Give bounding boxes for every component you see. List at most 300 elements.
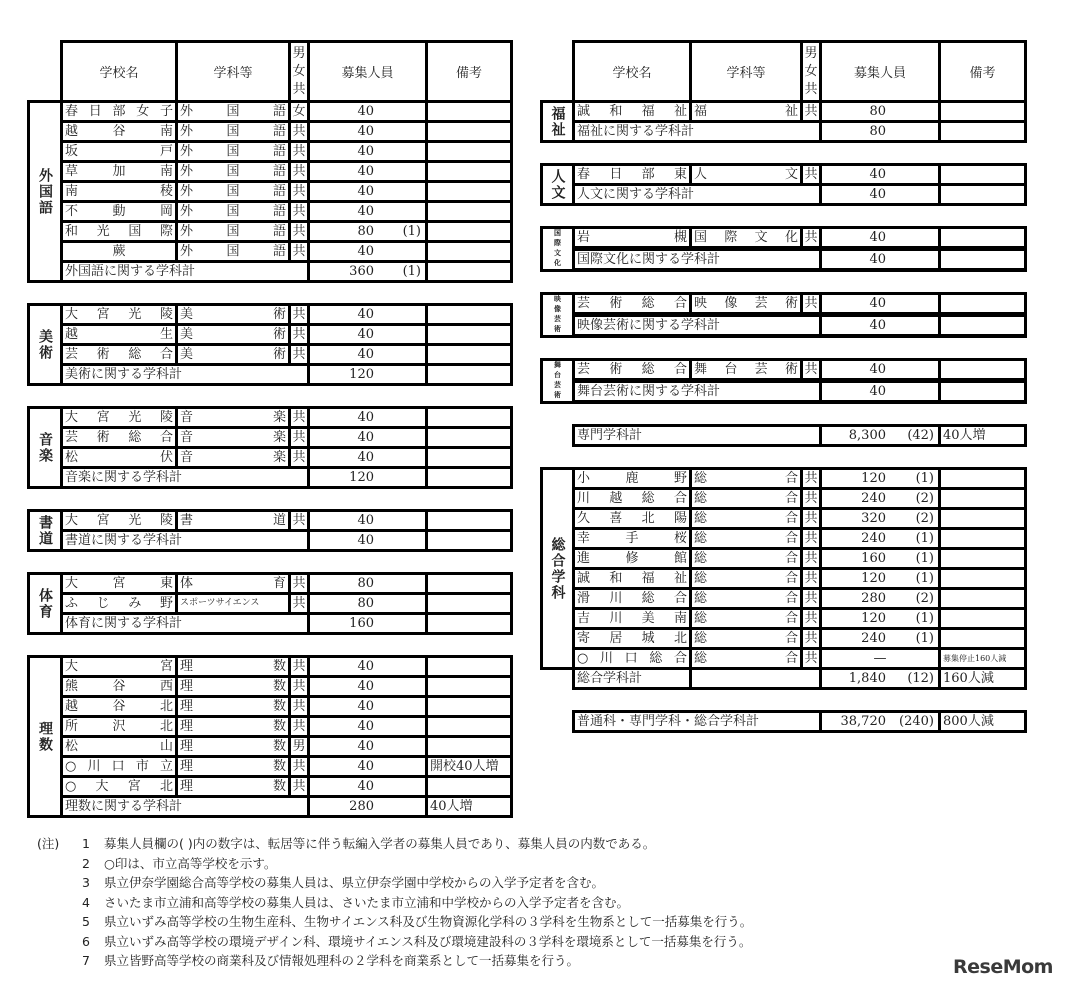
gender: 共 [804,531,818,546]
note-text: 県立いずみ高等学校の生物生産科、生物サイエンス科及び生物資源化学科の３学科を生物系として一括募集を行う。 [104,914,753,929]
section-人文 [540,163,1027,206]
count-value: 80 [357,576,374,591]
note-text: さいたま市立浦和高等学校の募集人員は、さいたま市立浦和中学校からの入学予定者を含む。 [104,894,630,910]
remarks [428,698,510,715]
school-name: 所沢北 [65,719,173,734]
remarks [941,610,1024,627]
school-name: 春日部東 [577,167,687,182]
category-text: 人文 [549,168,566,201]
header-count: 募集人員 [310,43,425,100]
count-value: 40 [357,164,374,179]
gender: 女 [292,104,306,119]
transfer-count [374,123,421,140]
recruit-count [310,429,425,446]
count-value: 40 [357,450,374,465]
gender: 共 [292,144,306,159]
recruit-count [310,163,425,180]
recruit-count [310,738,425,755]
remarks [941,103,1024,120]
notes [37,834,752,971]
subtotal-count [822,123,938,140]
transfer-count: (240) [899,714,934,729]
school-name: 不動岡 [65,204,173,219]
school-name: 越谷南 [65,124,173,139]
transfer-count [374,326,421,343]
department: 総合 [694,591,798,606]
department: 理数 [180,699,286,714]
remarks [428,575,510,592]
subtotal-remarks [941,251,1024,268]
remarks [428,163,510,180]
school-name: 熊谷西 [65,679,173,694]
recruit-count [310,658,425,675]
recruit-count [822,550,938,567]
department: 音楽 [180,410,286,425]
recruit-count [822,610,938,627]
school-name: 松山 [65,739,173,754]
category-text: 書道 [37,514,53,547]
count-value: 40 [357,327,374,342]
subtotal-count [310,798,425,815]
recruit-count [822,470,938,487]
school-name: 誠和福祉 [577,571,687,586]
recruit-count [310,223,425,240]
category-label [543,103,572,140]
recruit-count [310,203,425,220]
section-総合学科 [540,467,1027,670]
header-gender-char: 男 [804,45,818,61]
count-value: 280 [861,591,886,606]
school-name: 蕨 [63,243,175,260]
school-name: 春日部女子 [65,104,173,119]
category-text: 福祉 [549,105,566,138]
transfer-count: (2) [915,491,934,506]
transfer-count [374,429,421,446]
transfer-count [374,615,421,632]
note-prefix [37,873,82,893]
department: 外国語 [180,144,286,159]
header-gender-char: 男 [292,45,306,61]
count-value: 40 [357,430,374,445]
gender: 共 [804,611,818,626]
recruit-count [310,758,425,775]
transfer-count [374,738,421,755]
category-label [543,229,572,269]
section-total [572,710,1027,733]
subtotal-remarks: 40人増 [428,798,510,815]
remarks: 開校40人増 [428,758,510,775]
count-value: 80 [869,104,886,119]
count-value: 40 [869,167,886,182]
transfer-count [374,678,421,695]
gender: 共 [292,164,306,179]
count-value: 40 [869,362,886,377]
header-gender-char: 女 [292,63,306,79]
count-value: 40 [357,410,374,425]
transfer-count [374,512,421,529]
recruit-count [310,183,425,200]
remarks [941,361,1024,378]
transfer-count [886,229,934,246]
department: 映像芸術 [694,296,798,311]
note-number: 5 [82,914,90,929]
note-prefix [37,932,82,952]
count-value: 40 [357,104,374,119]
gender: 共 [804,571,818,586]
recruit-count [310,243,425,260]
table-header [572,40,1027,103]
recruit-count [310,409,425,426]
remarks [428,306,510,323]
category-text: 理数 [37,720,53,753]
subtotal-remarks [428,532,510,549]
gender: 共 [292,576,306,591]
transfer-count [374,698,421,715]
category-text: 美術 [37,328,53,361]
gender: 共 [292,596,306,611]
school-name: ○川口市立 [65,759,173,774]
header-gender-char: 共 [804,81,818,97]
department: 国際文化 [694,230,798,245]
gender: 共 [292,779,306,794]
transfer-count [374,469,421,486]
count-value: 40 [357,307,374,322]
subtotal-label: 美術に関する学科計 [63,366,307,383]
note-number: 2 [82,855,90,871]
section-福祉 [540,100,1027,143]
remarks [941,630,1024,647]
remarks [941,570,1024,587]
department: 理数 [180,719,286,734]
department: 総合 [694,551,798,566]
count-value: 280 [349,799,374,814]
recruit-count [822,570,938,587]
department: 外国語 [180,104,286,119]
subtotal-label: 外国語に関する学科計 [63,263,307,280]
header-school: 学校名 [63,43,175,100]
section-国際文化 [540,226,1027,272]
note-prefix [37,951,82,971]
transfer-count: (42) [907,428,934,443]
note-number: 6 [82,933,90,949]
transfer-count: (2) [915,591,934,606]
department: 外国語 [180,224,286,239]
subtotal-count [822,251,938,268]
recruit-count [310,778,425,795]
school-name: 芸術総合 [577,362,687,377]
transfer-count [374,758,421,775]
department: 人文 [694,167,798,182]
remarks [428,223,510,240]
subtotal-label: 映像芸術に関する学科計 [575,317,819,334]
recruit-count [822,530,938,547]
note-line [37,912,752,932]
transfer-count [374,658,421,675]
gender: 共 [292,430,306,445]
remarks [428,778,510,795]
count-value: 120 [349,367,374,382]
recruit-count [310,449,425,466]
category-label [30,409,60,486]
note-line [37,834,752,854]
school-name: 芸術総合 [65,430,173,445]
category-text: 映像芸術 [553,295,562,335]
transfer-count: (12) [907,671,934,686]
subtotal-remarks [428,366,510,383]
subtotal-label: 専門学科計 [575,427,819,444]
count-value: 40 [869,187,886,202]
subtotal-label: 国際文化に関する学科計 [575,251,819,268]
note-text: 県立皆野高等学校の商業科及び情報処理科の２学科を商業系として一括募集を行う。 [104,953,580,968]
category-label [30,658,60,815]
school-name: 滑川総合 [577,591,687,606]
subtotal-count [822,186,938,203]
subtotal-label: 総合学科計 [575,670,689,687]
count-value: 360 [349,264,374,279]
school-name: 小鹿野 [577,471,687,486]
remarks [428,678,510,695]
note-line [37,893,752,913]
gender: 男 [292,739,306,754]
category-text: 国際文化 [553,229,562,269]
note-prefix [37,854,82,874]
subtotal-count [310,615,425,632]
transfer-count: (1) [915,471,934,486]
subtotal-remarks: 160人減 [941,670,1024,687]
school-name: 南稜 [65,184,173,199]
left-table [27,40,513,818]
count-value: 320 [861,511,886,526]
school-name: 大宮光陵 [65,410,173,425]
count-value: 240 [861,631,886,646]
gender: 共 [804,651,818,666]
note-text: 募集人員欄の( )内の数字は、転居等に伴う転編入学者の募集人員であり、募集人員の内数である。 [104,836,656,851]
count-value: 40 [357,679,374,694]
gender: 共 [292,204,306,219]
department: 美術 [180,327,286,342]
transfer-count: (1) [915,611,934,626]
count-value: 40 [357,244,374,259]
category-text: 総合学科 [549,536,566,601]
transfer-count [374,183,421,200]
subtotal-count [822,713,938,730]
department: 総合 [694,511,798,526]
note-number: 1 [82,836,90,851]
category-label [30,306,60,383]
remarks [428,243,510,260]
category-label [30,575,60,632]
subtotal-remarks [941,186,1024,203]
transfer-count [374,103,421,120]
gender: 共 [804,362,818,377]
remarks [428,203,510,220]
subtotal-label: 理数に関する学科計 [63,798,307,815]
department: 理数 [180,779,286,794]
department: 総合 [694,611,798,626]
transfer-count: (1) [402,264,421,279]
transfer-count: (1) [915,551,934,566]
department: 美術 [180,307,286,322]
transfer-count: (1) [915,531,934,546]
transfer-count [886,383,934,400]
count-value: 120 [349,470,374,485]
school-name: 進修館 [577,551,687,566]
school-name: 岩槻 [577,230,687,245]
section-理数 [27,655,513,818]
department: スポーツサイエンス [178,595,288,612]
count-value: 240 [861,491,886,506]
category-label [543,166,572,203]
remarks [428,123,510,140]
department: 総合 [694,631,798,646]
recruit-count [822,166,938,183]
category-text: 音楽 [37,431,53,464]
subtotal-count [310,469,425,486]
header-gender [803,43,819,100]
department: 総合 [694,651,798,666]
gender: 共 [292,410,306,425]
count-value: 40 [357,533,374,548]
department: 理数 [180,679,286,694]
gender: 共 [804,591,818,606]
subtotal-count [822,317,938,334]
count-value: 120 [861,611,886,626]
count-value: 240 [861,531,886,546]
subtotal-count [310,263,425,280]
category-label [543,470,572,667]
note-prefix [37,912,82,932]
resemom-logo: ReseMom [953,956,1053,978]
subtotal-label: 福祉に関する学科計 [575,123,819,140]
recruit-count [310,306,425,323]
note-line [37,951,752,971]
department: 体育 [180,576,286,591]
school-name: 吉川美南 [577,611,687,626]
transfer-count [374,595,421,612]
recruit-count [310,123,425,140]
gender: 共 [292,307,306,322]
school-name: 大宮東 [65,576,173,591]
count-value: 40 [869,251,886,267]
subtotal-label: 体育に関する学科計 [63,615,307,632]
recruit-count [310,718,425,735]
gender: 共 [804,230,818,245]
subtotal-remarks [428,615,510,632]
department: 総合 [694,471,798,486]
subtotal-remarks [428,263,510,280]
remarks [428,512,510,529]
count-value: 40 [357,513,374,528]
subtotal-remarks [941,383,1024,400]
transfer-count [374,778,421,795]
count-value: 40 [869,296,886,311]
count-value: 40 [357,184,374,199]
recruit-count [310,575,425,592]
count-value: 40 [357,719,374,734]
school-name: ふじみ野 [65,596,173,611]
remarks [428,346,510,363]
school-name: 大宮光陵 [65,513,173,528]
recruit-count [310,698,425,715]
count-value: 160 [861,551,886,566]
department: 外国語 [180,184,286,199]
note-prefix [37,893,82,913]
subtotal-label: 舞台芸術に関する学科計 [575,383,819,400]
count-value: 40 [357,759,374,774]
count-value: 40 [357,779,374,794]
count-value: 40 [357,659,374,674]
recruit-count [822,630,938,647]
header-note: 備考 [941,43,1024,100]
school-name: 松伏 [65,450,173,465]
school-name: 久喜北陽 [577,511,687,526]
remarks [941,295,1024,312]
gender: 共 [804,631,818,646]
recruit-count [822,295,938,312]
transfer-count: (1) [915,631,934,646]
remarks [428,103,510,120]
gender: 共 [804,491,818,506]
recruit-count [310,595,425,612]
transfer-count [374,449,421,466]
transfer-count [886,123,934,140]
category-text: 舞台芸術 [553,361,562,401]
school-name: 川越総合 [577,491,687,506]
count-value: 40 [869,317,886,333]
count-value: 40 [357,144,374,159]
right-table [540,40,1027,733]
remarks [428,595,510,612]
department: 書道 [180,513,286,528]
remarks [428,658,510,675]
gender: 共 [804,296,818,311]
count-value: — [873,651,887,666]
section-映像芸術 [540,292,1027,338]
transfer-count [374,243,421,260]
note-text: ○印は、市立高等学校を示す。 [104,855,277,871]
department: 外国語 [180,124,286,139]
school-name: 寄居城北 [577,631,687,646]
school-name: 坂戸 [65,144,173,159]
recruit-count [822,590,938,607]
count-value: 40 [357,204,374,219]
remarks: 募集停止160人減 [941,650,1024,667]
count-value: 38,720 [840,714,886,729]
recruit-count [822,510,938,527]
subtotal-count [822,383,938,400]
subtotal-count [822,670,938,687]
department: 音楽 [180,430,286,445]
school-name: 和光国際 [65,224,173,239]
department: 外国語 [180,204,286,219]
note-text: 県立いずみ高等学校の環境デザイン科、環境サイエンス科及び環境建設科の３学科を環境系として一括募集を行う。 [104,933,752,949]
transfer-count [374,306,421,323]
section-舞台芸術 [540,358,1027,404]
transfer-count: (1) [915,571,934,586]
header-dept: 学科等 [692,43,800,100]
empty-cell [692,670,819,687]
category-label [30,512,60,549]
table-header [60,40,513,103]
subtotal-label: 音楽に関する学科計 [63,469,307,486]
school-name: ○川口総合 [577,651,687,666]
department: 舞台芸術 [694,362,798,377]
school-name: 越谷北 [65,699,173,714]
transfer-count [374,143,421,160]
school-name: 誠和福祉 [577,104,687,119]
category-label [543,361,572,401]
category-text: 体育 [37,587,53,620]
